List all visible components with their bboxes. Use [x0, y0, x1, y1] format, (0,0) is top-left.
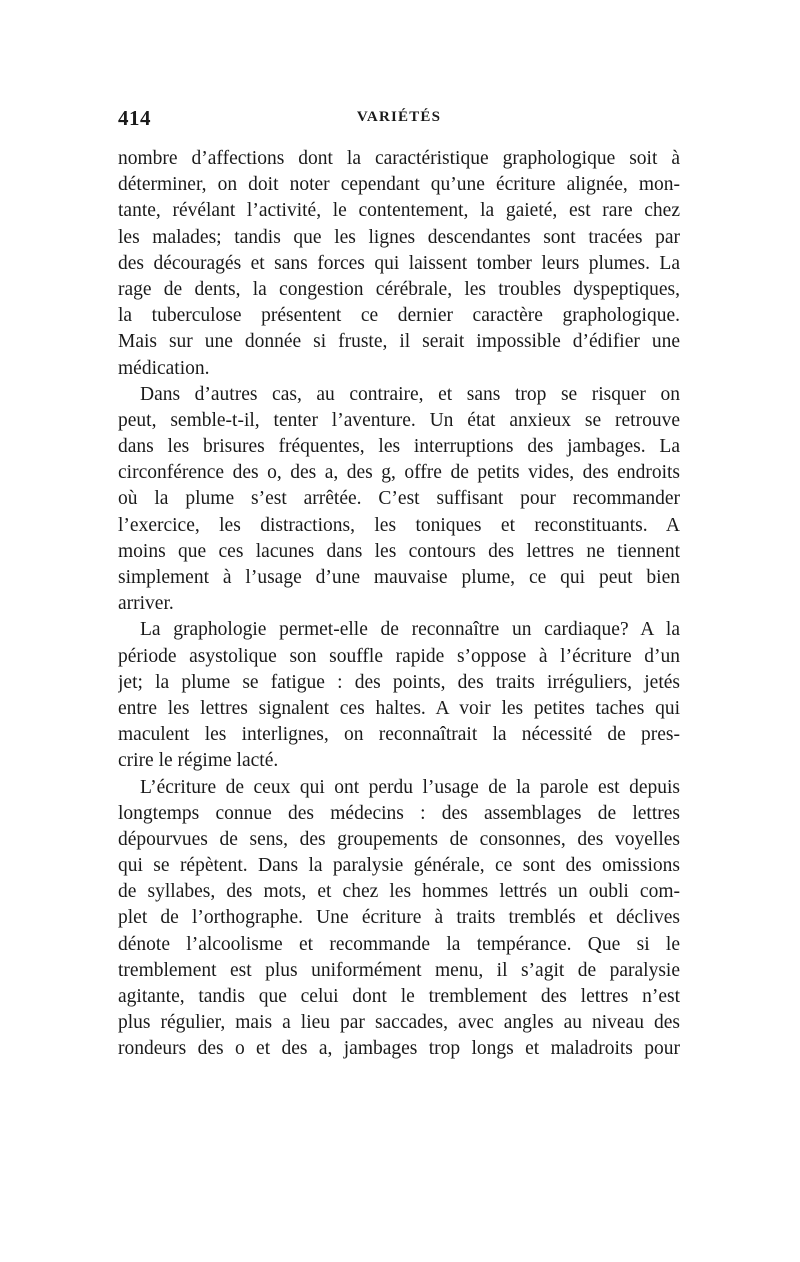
text-line: nombre d’affections dont la caractéristique graphologique soit à [118, 148, 680, 169]
text-line: dépourvues de sens, des groupements de consonnes, des voyelles [118, 828, 680, 850]
text-line: dénote l’alcoolisme et recommande la tempérance. Que si le [118, 933, 680, 955]
text-line: tremblement est plus uniformément menu, il s’agit de paralysie [118, 959, 680, 981]
text-line: entre les lettres signalent ces haltes. A voir les petites taches qui [118, 697, 680, 719]
text-line: de syllabes, des mots, et chez les hommes lettrés un oubli com- [118, 881, 680, 903]
text-line: rage de dents, la congestion cérébrale, les troubles dyspeptiques, [118, 278, 680, 300]
text-line: simplement à l’usage d’une mauvaise plume, ce qui peut bien [118, 567, 680, 588]
text-line: La graphologie permet-elle de reconnaître un cardiaque? A la [140, 619, 680, 641]
text-line: rondeurs des o et des a, jambages trop longs et maladroits pour [118, 1038, 680, 1060]
text-line: Mais sur une donnée si fruste, il serait impossible d’édifier une [118, 331, 680, 353]
text-line: moins que ces lacunes dans les contours des lettres ne tiennent [118, 540, 680, 562]
text-line: dans les brisures fréquentes, les interruptions des jambages. La [118, 436, 680, 458]
text-line: longtemps connue des médecins : des assemblages de lettres [118, 802, 680, 824]
text-line: L’écriture de ceux qui ont perdu l’usage de la parole est depuis [140, 776, 680, 798]
text-line: déterminer, on doit noter cependant qu’une écriture alignée, mon- [118, 174, 680, 196]
text-line: crire le régime lacté. [118, 750, 279, 772]
text-line: la tuberculose présentent ce dernier caractère graphologique. [118, 305, 680, 327]
text-line: où la plume s’est arrêtée. C’est suffisant pour recommander [118, 488, 680, 510]
page-number: 414 [118, 106, 151, 130]
text-line: des découragés et sans forces qui laissent tomber leurs plumes. La [118, 252, 680, 274]
text-line: tante, révélant l’activité, le contentement, la gaieté, est rare chez [118, 200, 680, 222]
text-line: arriver. [118, 593, 174, 615]
text-line: l’exercice, les distractions, les toniques et reconstituants. A [118, 514, 680, 536]
text-line: Dans d’autres cas, au contraire, et sans trop se risquer on [140, 383, 680, 405]
text-line: plet de l’orthographe. Une écriture à traits tremblés et déclives [118, 907, 680, 929]
text-line: jet; la plume se fatigue : des points, des traits irréguliers, jetés [118, 671, 680, 693]
text-line: circonférence des o, des a, des g, offre de petits vides, des endroits [118, 462, 680, 484]
text-line: peut, semble-t-il, tenter l’aventure. Un état anxieux se retrouve [118, 409, 680, 431]
text-line: médication. [118, 357, 210, 379]
text-line: période asystolique son souffle rapide s’oppose à l’écriture d’un [118, 645, 680, 667]
text-line: maculent les interlignes, on reconnaîtrait la nécessité de pres- [118, 724, 680, 746]
text-line: plus régulier, mais a lieu par saccades, avec angles au niveau des [118, 1012, 680, 1034]
running-head [118, 106, 680, 136]
running-title: VARIÉTÉS [356, 109, 442, 125]
text-line: agitante, tandis que celui dont le tremblement des lettres n’est [118, 986, 680, 1007]
text-line: les malades; tandis que les lignes descendantes sont tracées par [118, 226, 680, 248]
body-text [118, 146, 680, 1063]
text-line: qui se répètent. Dans la paralysie générale, ce sont des omissions [118, 855, 680, 877]
